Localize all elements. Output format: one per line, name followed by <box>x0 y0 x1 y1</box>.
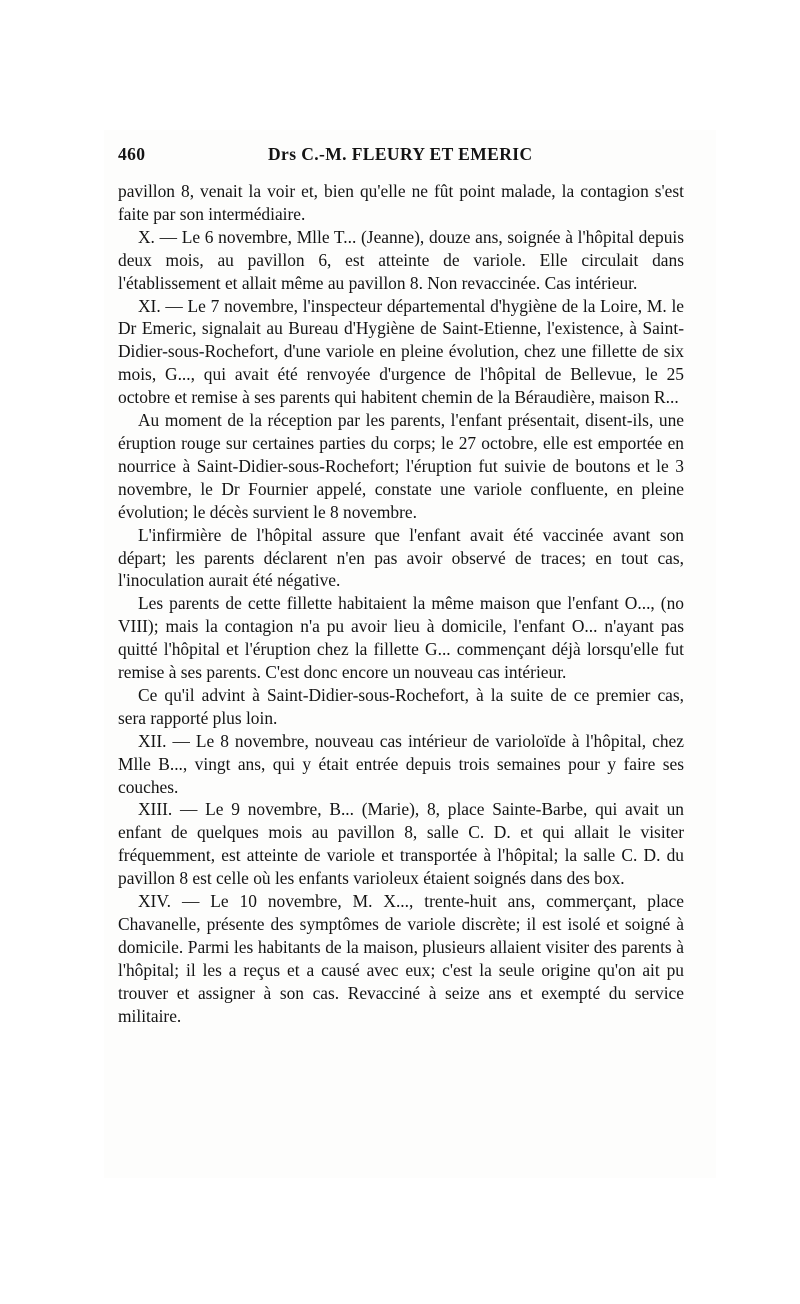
paragraph-case-x: X. — Le 6 novembre, Mlle T... (Jeanne), douze ans, soignée à l'hôpital depuis deux mois, au pavillon 6, est atteinte de variole. Elle circulait dans l'établissement et allait même au pavillon 8. Non revaccinée. Cas intérieur. <box>118 226 684 293</box>
page-number: 460 <box>118 144 146 164</box>
paragraph-case-xiii: XIII. — Le 9 novembre, B... (Marie), 8, place Sainte-Barbe, qui avait un enfant de quelques mois au pavillon 8, salle C. D. et qui allait le visiter fréquemment, est atteinte de variole et transportée à l'hôpital; la salle C. D. du pavillon 8 est celle où les enfants varioleux étaient soignés dans des box. <box>118 799 684 889</box>
paragraph-case-xii: XII. — Le 8 novembre, nouveau cas intérieur de varioloïde à l'hôpital, chez Mlle B..., vingt ans, qui y était entrée depuis trois semaines pour y faire ses couches. <box>118 730 684 797</box>
paragraph-parents: Les parents de cette fillette habitaient la même maison que l'enfant O..., (no VIII); mais la contagion n'a pu avoir lieu à domicile, l'enfant O... n'ayant pas quitté l'hôpital et l'éruption chez la fillette G... commençant déjà lorsqu'elle fut remise à ses parents. C'est donc encore un nouveau cas intérieur. <box>118 593 684 683</box>
paragraph-suite: Ce qu'il advint à Saint-Didier-sous-Rochefort, à la suite de ce premier cas, sera rapporté plus loin. <box>118 684 684 728</box>
body-text <box>118 180 684 1028</box>
paragraph-reception: Au moment de la réception par les parents, l'enfant présentait, disent-ils, une éruption rouge sur certaines parties du corps; le 27 octobre, elle est emportée en nourrice à Saint-Didier-sous-Rochefort; l'éruption fut suivie de boutons et le 3 novembre, le Dr Fournier appelé, constate une variole confluente, en pleine évolution; le décès survient le 8 novembre. <box>118 410 684 522</box>
paragraph-case-xiv: XIV. — Le 10 novembre, M. X..., trente-huit ans, commerçant, place Chavanelle, présente des symptômes de variole discrète; il est isolé et soigné à domicile. Parmi les habitants de la maison, plusieurs allaient visiter des parents à l'hôpital; il les a reçus et a causé avec eux; c'est la seule origine qu'on ait pu trouver et assigner à son cas. Revacciné à seize ans et exempté du service militaire. <box>118 891 684 1026</box>
paragraph-case-xi: XI. — Le 7 novembre, l'inspecteur départemental d'hygiène de la Loire, M. le Dr Emeric, signalait au Bureau d'Hygiène de Saint-Etienne, l'existence, à Saint-Didier-sous-Rochefort, d'une variole en pleine évolution, chez une fillette de six mois, G..., qui avait été renvoyée d'urgence de l'hôpital de Bellevue, le 25 octobre et remise à ses parents qui habitent chemin de la Béraudière, maison R... <box>118 295 684 408</box>
scanned-page <box>104 130 716 1178</box>
page-header <box>118 144 702 172</box>
paragraph-infirmiere: L'infirmière de l'hôpital assure que l'enfant avait été vaccinée avant son départ; les parents déclarent n'en pas avoir observé de traces; en tout cas, l'inoculation aurait été négative. <box>118 524 684 591</box>
paragraph-1: pavillon 8, venait la voir et, bien qu'elle ne fût point malade, la contagion s'est faite par son intermédiaire. <box>118 181 684 224</box>
running-title: Drs C.-M. FLEURY ET EMERIC <box>268 144 533 164</box>
